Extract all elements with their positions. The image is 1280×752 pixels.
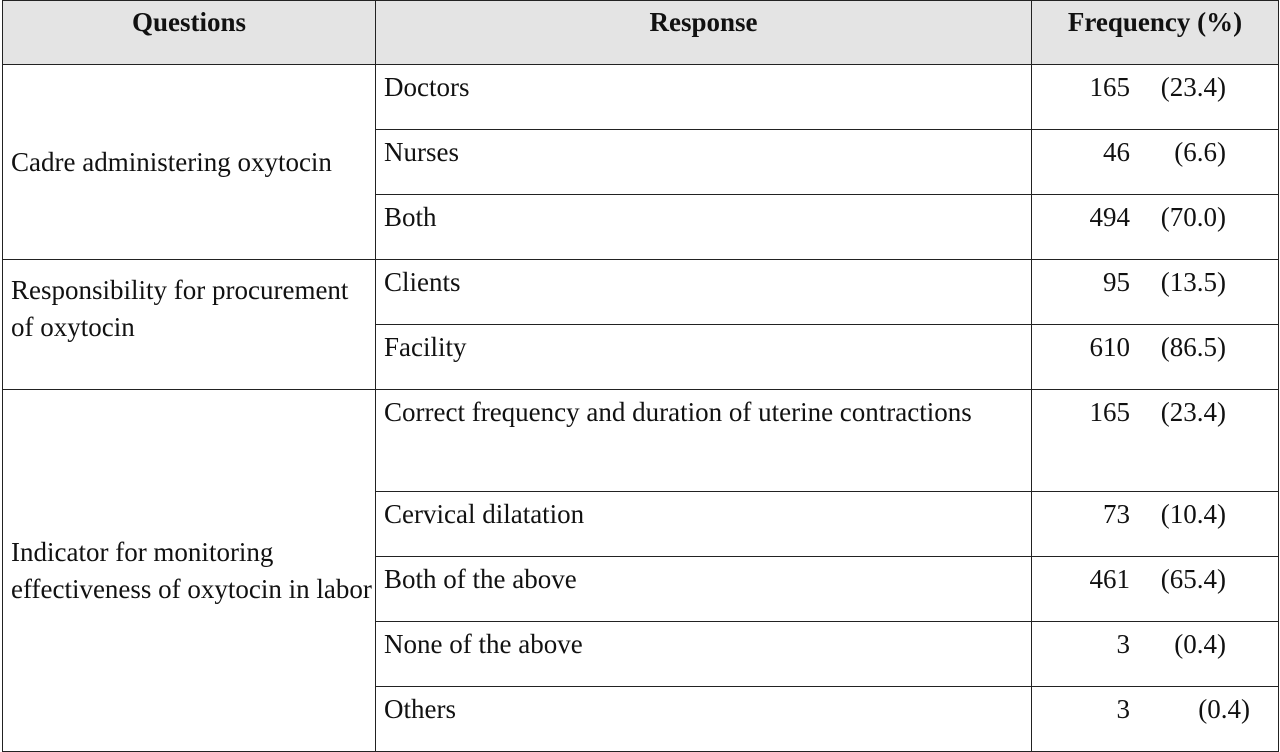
question-cadre: Cadre administering oxytocin [3, 65, 376, 260]
frequency-percent: (13.5) [1160, 267, 1226, 297]
frequency-percent: (70.0) [1160, 202, 1226, 232]
frequency-percent: (0.4) [1174, 629, 1226, 659]
header-response: Response [376, 1, 1032, 65]
frequency-cell [1032, 260, 1279, 325]
frequency-percent: (65.4) [1160, 564, 1226, 594]
response-cell: Doctors [376, 65, 1032, 130]
frequency-percent: (23.4) [1160, 72, 1226, 102]
frequency-cell [1032, 130, 1279, 195]
frequency-count: 610 [1089, 332, 1130, 362]
header-frequency: Frequency (%) [1032, 1, 1279, 65]
frequency-cell [1032, 687, 1279, 752]
header-row [3, 1, 1279, 65]
table-row [3, 65, 1279, 130]
question-indicator: Indicator for monitoring effectiveness of oxytocin in labor [3, 390, 376, 752]
frequency-cell [1032, 492, 1279, 557]
frequency-count: 46 [1103, 137, 1130, 167]
frequency-percent: (86.5) [1160, 332, 1226, 362]
question-procurement: Responsibility for procurement of oxytocin [3, 260, 376, 390]
response-cell: Nurses [376, 130, 1032, 195]
frequency-cell [1032, 325, 1279, 390]
response-cell: Facility [376, 325, 1032, 390]
response-cell: Both of the above [376, 557, 1032, 622]
response-cell: Both [376, 195, 1032, 260]
frequency-cell [1032, 557, 1279, 622]
frequency-count: 3 [1116, 629, 1130, 659]
table-row [3, 260, 1279, 325]
table-row [3, 390, 1279, 492]
frequency-cell [1032, 622, 1279, 687]
frequency-count: 461 [1089, 564, 1130, 594]
response-cell: None of the above [376, 622, 1032, 687]
frequency-count: 165 [1089, 72, 1130, 102]
frequency-table [2, 0, 1279, 752]
frequency-percent: (6.6) [1174, 137, 1226, 167]
header-questions: Questions [3, 1, 376, 65]
frequency-count: 3 [1116, 694, 1130, 724]
frequency-count: 95 [1103, 267, 1130, 297]
frequency-cell [1032, 65, 1279, 130]
response-cell: Cervical dilatation [376, 492, 1032, 557]
frequency-count: 73 [1103, 499, 1130, 529]
frequency-percent: (23.4) [1160, 397, 1226, 427]
frequency-count: 494 [1089, 202, 1130, 232]
response-cell: Clients [376, 260, 1032, 325]
response-cell: Correct frequency and duration of uterine contractions [376, 390, 1032, 492]
frequency-percent: (0.4) [1198, 694, 1250, 724]
frequency-count: 165 [1089, 397, 1130, 427]
frequency-cell [1032, 195, 1279, 260]
frequency-percent: (10.4) [1160, 499, 1226, 529]
frequency-cell [1032, 390, 1279, 492]
response-cell: Others [376, 687, 1032, 752]
